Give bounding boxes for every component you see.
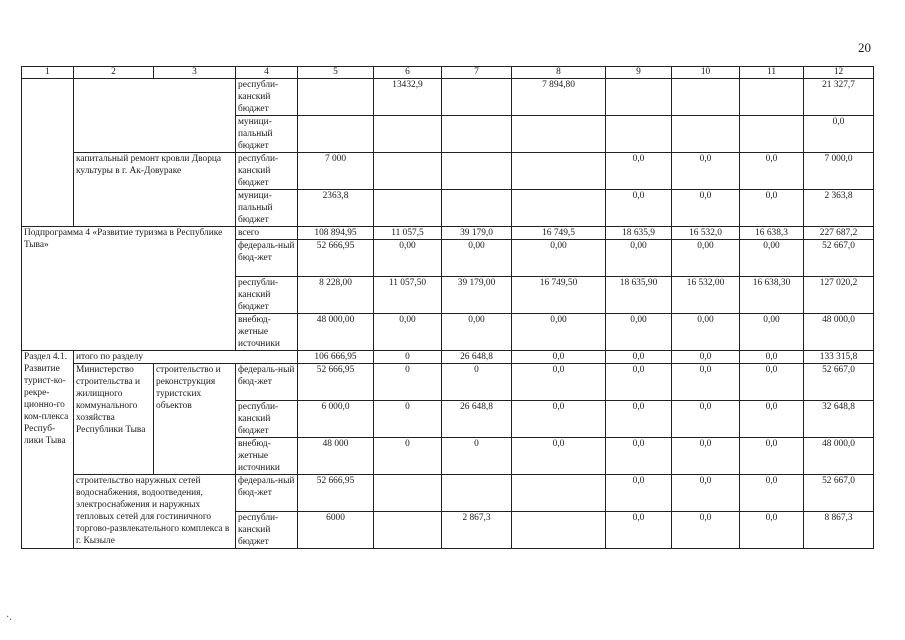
value-cell: 21 327,7 bbox=[804, 79, 874, 116]
budget-type-label: муници-пальный бюджет bbox=[236, 116, 298, 153]
header-cell: 12 bbox=[804, 67, 874, 79]
value-cell: 0,0 bbox=[740, 190, 804, 227]
value-cell: 0,0 bbox=[606, 475, 672, 512]
value-cell: 0,00 bbox=[740, 240, 804, 277]
value-cell: 0,0 bbox=[672, 475, 740, 512]
value-cell bbox=[442, 153, 512, 190]
value-cell: 0,0 bbox=[740, 512, 804, 549]
value-cell: 0,00 bbox=[374, 240, 442, 277]
value-cell: 2 867,3 bbox=[442, 512, 512, 549]
header-cell: 3 bbox=[154, 67, 236, 79]
value-cell: 0,00 bbox=[606, 240, 672, 277]
value-cell bbox=[740, 116, 804, 153]
value-cell bbox=[298, 79, 374, 116]
value-cell: 7 000,0 bbox=[804, 153, 874, 190]
table-row bbox=[22, 79, 874, 116]
value-cell: 0,00 bbox=[442, 240, 512, 277]
value-cell bbox=[512, 153, 606, 190]
empty-cell bbox=[22, 79, 74, 227]
value-cell: 0,0 bbox=[672, 190, 740, 227]
value-cell: 7 000 bbox=[298, 153, 374, 190]
value-cell: 0,0 bbox=[740, 475, 804, 512]
value-cell bbox=[374, 153, 442, 190]
section-total-label: итого по разделу bbox=[74, 351, 298, 364]
value-cell: 16 532,00 bbox=[672, 277, 740, 314]
value-cell: 13432,9 bbox=[374, 79, 442, 116]
value-cell: 0,0 bbox=[672, 153, 740, 190]
value-cell: 0,0 bbox=[804, 116, 874, 153]
value-cell: 6 000,0 bbox=[298, 401, 374, 438]
value-cell: 0 bbox=[374, 351, 442, 364]
value-cell: 39 179,00 bbox=[442, 277, 512, 314]
value-cell: 0,00 bbox=[606, 314, 672, 351]
value-cell: 48 000,0 bbox=[804, 314, 874, 351]
value-cell bbox=[442, 475, 512, 512]
value-cell: 0,0 bbox=[740, 153, 804, 190]
value-cell: 16 638,3 bbox=[740, 227, 804, 240]
value-cell: 0,0 bbox=[672, 438, 740, 475]
value-cell: 16 749,50 bbox=[512, 277, 606, 314]
value-cell: 11 057,50 bbox=[374, 277, 442, 314]
value-cell: 8 228,00 bbox=[298, 277, 374, 314]
value-cell: 52 667,0 bbox=[804, 364, 874, 401]
value-cell: 0,0 bbox=[606, 401, 672, 438]
value-cell bbox=[606, 116, 672, 153]
value-cell: 16 749,5 bbox=[512, 227, 606, 240]
table-row bbox=[22, 475, 874, 512]
budget-table bbox=[21, 66, 874, 549]
scan-mark: ·. bbox=[6, 612, 12, 623]
table-row bbox=[22, 351, 874, 364]
item-name: капитальный ремонт кровли Дворца культуры в г. Ак-Довураке bbox=[74, 153, 236, 227]
value-cell: 0,0 bbox=[740, 401, 804, 438]
value-cell: 0,0 bbox=[606, 364, 672, 401]
value-cell: 0,00 bbox=[672, 240, 740, 277]
value-cell: 0,0 bbox=[606, 438, 672, 475]
value-cell: 48 000,0 bbox=[804, 438, 874, 475]
budget-type-label: всего bbox=[236, 227, 298, 240]
value-cell: 6000 bbox=[298, 512, 374, 549]
budget-type-label: федераль-ный бюд-жет bbox=[236, 240, 298, 277]
value-cell: 26 648,8 bbox=[442, 351, 512, 364]
value-cell: 8 867,3 bbox=[804, 512, 874, 549]
value-cell: 0,0 bbox=[740, 351, 804, 364]
header-cell: 11 bbox=[740, 67, 804, 79]
value-cell: 2363,8 bbox=[298, 190, 374, 227]
value-cell: 0,0 bbox=[606, 351, 672, 364]
value-cell: 0,0 bbox=[672, 364, 740, 401]
value-cell: 0,0 bbox=[672, 351, 740, 364]
value-cell: 0,00 bbox=[740, 314, 804, 351]
empty-cell bbox=[74, 79, 236, 153]
value-cell: 48 000,00 bbox=[298, 314, 374, 351]
value-cell bbox=[512, 475, 606, 512]
budget-type-label: республи-канский бюджет bbox=[236, 153, 298, 190]
header-cell: 1 bbox=[22, 67, 74, 79]
budget-type-label: республи-канский бюджет bbox=[236, 512, 298, 549]
value-cell: 0,00 bbox=[672, 314, 740, 351]
value-cell: 0,00 bbox=[512, 314, 606, 351]
value-cell: 2 363,8 bbox=[804, 190, 874, 227]
value-cell: 0,00 bbox=[442, 314, 512, 351]
value-cell: 0,0 bbox=[606, 512, 672, 549]
value-cell bbox=[512, 512, 606, 549]
value-cell: 48 000 bbox=[298, 438, 374, 475]
budget-type-label: республи-канский бюджет bbox=[236, 401, 298, 438]
activity-name: строительство и реконструкция туристских объектов bbox=[154, 364, 236, 475]
header-cell: 8 bbox=[512, 67, 606, 79]
value-cell: 108 894,95 bbox=[298, 227, 374, 240]
page-number: 20 bbox=[858, 40, 871, 55]
value-cell bbox=[442, 79, 512, 116]
value-cell: 0,0 bbox=[606, 153, 672, 190]
value-cell: 0,0 bbox=[512, 401, 606, 438]
value-cell: 52 667,0 bbox=[804, 240, 874, 277]
value-cell: 0,0 bbox=[740, 438, 804, 475]
item-name: строительство наружных сетей водоснабжения, водоотведения, электроснабжения и наружных тепловых сетей для гостиничного торгово-развлекательного комплекса в г. Кызыле bbox=[74, 475, 236, 549]
value-cell bbox=[606, 79, 672, 116]
value-cell bbox=[298, 116, 374, 153]
value-cell: 52 667,0 bbox=[804, 475, 874, 512]
budget-type-label: республи-канский бюджет bbox=[236, 79, 298, 116]
header-cell: 9 bbox=[606, 67, 672, 79]
value-cell: 0,0 bbox=[672, 512, 740, 549]
budget-type-label: федераль-ный бюд-жет bbox=[236, 364, 298, 401]
value-cell: 0,0 bbox=[606, 190, 672, 227]
header-cell: 2 bbox=[74, 67, 154, 79]
value-cell bbox=[672, 79, 740, 116]
value-cell: 7 894,80 bbox=[512, 79, 606, 116]
value-cell: 0,00 bbox=[374, 314, 442, 351]
table-row bbox=[22, 364, 874, 401]
value-cell: 0,0 bbox=[512, 364, 606, 401]
value-cell: 0,0 bbox=[672, 401, 740, 438]
header-cell: 4 bbox=[236, 67, 298, 79]
value-cell: 52 666,95 bbox=[298, 475, 374, 512]
value-cell bbox=[442, 116, 512, 153]
subprogram-name: Подпрограмма 4 «Развитие туризма в Республике Тыва» bbox=[22, 227, 236, 351]
value-cell: 18 635,9 bbox=[606, 227, 672, 240]
value-cell: 0 bbox=[374, 364, 442, 401]
value-cell: 26 648,8 bbox=[442, 401, 512, 438]
value-cell bbox=[374, 190, 442, 227]
value-cell: 16 638,30 bbox=[740, 277, 804, 314]
value-cell: 0 bbox=[374, 401, 442, 438]
value-cell: 32 648,8 bbox=[804, 401, 874, 438]
value-cell: 127 020,2 bbox=[804, 277, 874, 314]
value-cell bbox=[374, 512, 442, 549]
value-cell: 18 635,90 bbox=[606, 277, 672, 314]
value-cell: 16 532,0 bbox=[672, 227, 740, 240]
budget-type-label: внебюд-жетные источники bbox=[236, 438, 298, 475]
section-name: Раздел 4.1. Развитие турист-ко-рекре-ционно-го ком-плекса Респуб-лики Тыва bbox=[22, 351, 74, 549]
value-cell: 0 bbox=[442, 364, 512, 401]
value-cell bbox=[740, 79, 804, 116]
value-cell: 11 057,5 bbox=[374, 227, 442, 240]
value-cell bbox=[512, 116, 606, 153]
value-cell bbox=[672, 116, 740, 153]
value-cell: 0,0 bbox=[512, 438, 606, 475]
value-cell: 0,0 bbox=[740, 364, 804, 401]
budget-type-label: внебюд-жетные источники bbox=[236, 314, 298, 351]
value-cell: 52 666,95 bbox=[298, 364, 374, 401]
budget-type-label: федераль-ный бюд-жет bbox=[236, 475, 298, 512]
value-cell: 106 666,95 bbox=[298, 351, 374, 364]
value-cell: 133 315,8 bbox=[804, 351, 874, 364]
value-cell: 227 687,2 bbox=[804, 227, 874, 240]
header-cell: 5 bbox=[298, 67, 374, 79]
value-cell bbox=[374, 475, 442, 512]
value-cell bbox=[512, 190, 606, 227]
responsible-executor: Министерство строительства и жилищного коммунального хозяйства Республики Тыва bbox=[74, 364, 154, 475]
value-cell bbox=[442, 190, 512, 227]
value-cell: 52 666,95 bbox=[298, 240, 374, 277]
header-row bbox=[22, 67, 874, 79]
header-cell: 10 bbox=[672, 67, 740, 79]
budget-type-label: республи-канский бюджет bbox=[236, 277, 298, 314]
header-cell: 7 bbox=[442, 67, 512, 79]
value-cell bbox=[374, 116, 442, 153]
value-cell: 0,0 bbox=[512, 351, 606, 364]
value-cell: 39 179,0 bbox=[442, 227, 512, 240]
value-cell: 0 bbox=[374, 438, 442, 475]
table-row bbox=[22, 153, 874, 190]
value-cell: 0 bbox=[442, 438, 512, 475]
value-cell: 0,00 bbox=[512, 240, 606, 277]
header-cell: 6 bbox=[374, 67, 442, 79]
table-row bbox=[22, 227, 874, 240]
budget-type-label: муници-пальный бюджет bbox=[236, 190, 298, 227]
